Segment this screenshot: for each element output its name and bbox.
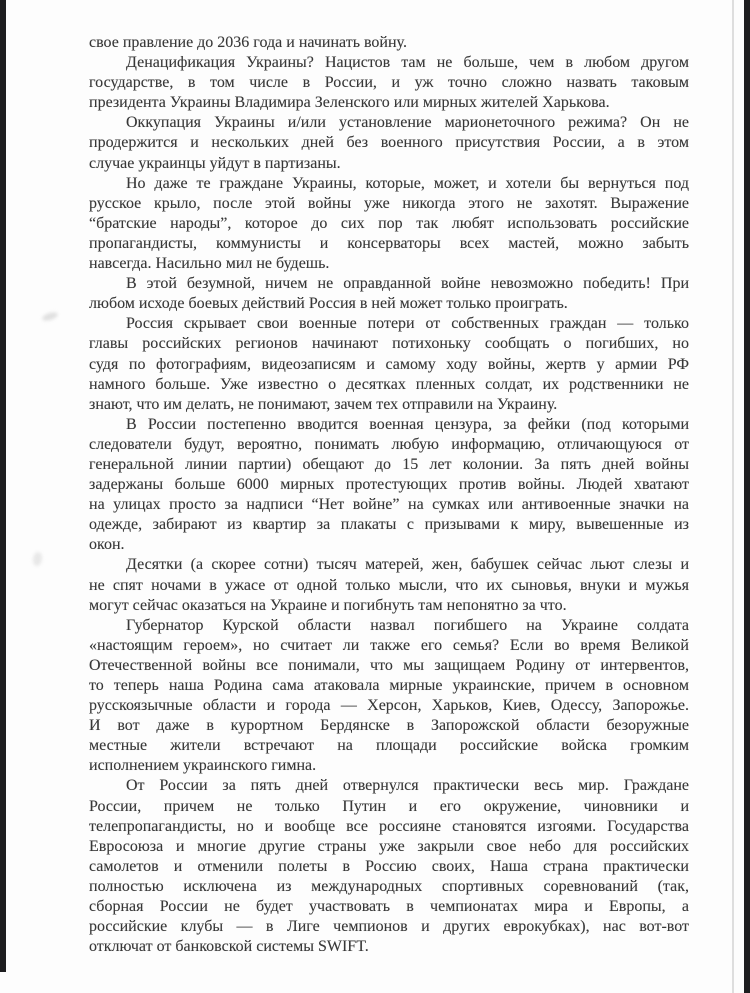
text-line: Отечественной войны все понимали, что мы защищаем Родину от интервентов, xyxy=(89,656,689,674)
text-line: России, причем не только Путин и его окружение, чиновники и xyxy=(89,797,689,815)
paragraph xyxy=(89,616,689,777)
paragraph xyxy=(89,113,689,173)
text-line: Губернатор Курской области назвал погибшего на Украине солдата xyxy=(126,616,689,634)
scan-edge-left-bar xyxy=(0,0,6,972)
paragraph xyxy=(89,274,689,314)
text-line: намного больше. Уже известно о десятках пленных солдат, их родственники не xyxy=(89,375,689,393)
text-line: телепропагандисты, но и вообще все россияне становятся изгоями. Государства xyxy=(89,817,689,835)
text-line: Денацификация Украины? Нацистов там не больше, чем в любом другом xyxy=(126,54,689,72)
text-line: отключат от банковской системы SWIFT. xyxy=(89,938,369,956)
text-line: судя по фотографиям, видеозаписям и самому ходу войны, жертв у армии РФ xyxy=(89,355,689,373)
text-line: полностью исключена из международных спортивных соревнований (так, xyxy=(89,877,689,895)
page-fold-line xyxy=(732,0,734,993)
paragraph xyxy=(89,555,689,615)
text-line: навсегда. Насильно мил не будешь. xyxy=(89,255,330,273)
scan-smudge xyxy=(32,551,43,566)
text-line: президента Украины Владимира Зеленского или мирных жителей Харькова. xyxy=(89,94,610,112)
text-line: сборная России не будет участвовать в чемпионатах мира и Европы, а xyxy=(89,898,689,916)
text-line: «настоящим героем», но считает ли также его семья? Если во время Великой xyxy=(89,636,689,654)
text-line: В этой безумной, ничем не оправданной войне невозможно победить! При xyxy=(126,275,689,293)
text-line: Евросоюза и многие другие страны уже закрыли свое небо для российских xyxy=(89,837,689,855)
text-line: В России постепенно вводится военная цензура, за фейки (под которыми xyxy=(126,415,689,433)
text-line: на улицах просто за надписи “Нет войне” на сумках или антивоенные значки на xyxy=(89,496,689,514)
text-line: знают, что им делать, не понимают, зачем тех отправили на Украину. xyxy=(89,395,558,413)
text-line: любом исходе боевых действий Россия в ней может только проиграть. xyxy=(89,295,568,313)
text-line: генеральной линии партии) обещают до 15 лет колонии. За пять дней войны xyxy=(89,455,689,473)
text-line: одежде, забирают из квартир за плакаты с призывами к миру, вывешенные из xyxy=(89,516,689,534)
text-line: самолетов и отменили полеты в Россию своих, Наша страна практически xyxy=(89,857,689,875)
text-line: русскоязычные области и города — Херсон, Харьков, Киев, Одессу, Запорожье. xyxy=(89,697,689,715)
text-line: Но даже те граждане Украины, которые, может, и хотели бы вернуться под xyxy=(126,174,689,192)
text-line: государстве, в том числе в России, и уж точно сложно назвать таковым xyxy=(89,74,689,92)
text-line: русское крыло, после этой войны уже никогда этого не захотят. Выражение xyxy=(89,194,689,212)
text-line: исполнением украинского гимна. xyxy=(89,757,317,775)
text-line: главы российских регионов начинают потихоньку сообщать о погибших, но xyxy=(89,335,689,353)
text-line: От России за пять дней отвернулся практически весь мир. Граждане xyxy=(126,777,689,795)
text-line: российские клубы — в Лиге чемпионов и других еврокубках), нас вот-вот xyxy=(89,918,689,936)
text-line: случае украинцы уйдут в партизаны. xyxy=(89,154,341,172)
text-line: местные жители встречают на площади российские войска громким xyxy=(89,737,689,755)
text-line: Россия скрывает свои военные потери от собственных граждан — только xyxy=(126,315,689,333)
text-line: продержится и нескольких дней без военного присутствия России, а в этом xyxy=(89,134,689,152)
text-line: И вот даже в курортном Бердянске в Запорожской области безоружные xyxy=(89,717,689,735)
text-line: Оккупация Украины и/или установление марионеточного режима? Он не xyxy=(126,114,689,132)
text-line: свое правление до 2036 года и начинать войну. xyxy=(89,34,407,51)
paragraph xyxy=(89,776,689,957)
text-line: не спят ночами в ужасе от одной только мысли, что их сыновья, внуки и мужья xyxy=(89,576,689,594)
text-line: “братские народы”, которое до сих пор так любят использовать российские xyxy=(89,214,689,232)
paragraph xyxy=(89,53,689,113)
text-line: то теперь наша Родина сама атаковала мирные украинские, причем в основном xyxy=(89,677,689,694)
scan-smudge xyxy=(41,311,58,323)
text-line: окон. xyxy=(89,536,125,554)
text-line: задержаны больше 6000 мирных протестующих против войны. Людей хватают xyxy=(89,476,689,494)
text-line: пропагандисты, коммунисты и консерваторы всех мастей, можно забыть xyxy=(89,234,689,252)
document-text-block xyxy=(89,33,689,957)
paragraph xyxy=(89,415,689,556)
scan-edge-right-bar xyxy=(744,0,750,993)
text-line: Десятки (а скорее сотни) тысяч матерей, жен, бабушек сейчас льют слезы и xyxy=(126,556,689,574)
paragraph xyxy=(89,314,689,414)
paragraph xyxy=(89,174,689,274)
text-line: следователи будут, вероятно, понимать любую информацию, отличающуюся от xyxy=(89,435,689,453)
text-line: могут сейчас оказаться на Украине и погибнуть там непонятно за что. xyxy=(89,596,567,614)
paragraph xyxy=(89,33,689,53)
